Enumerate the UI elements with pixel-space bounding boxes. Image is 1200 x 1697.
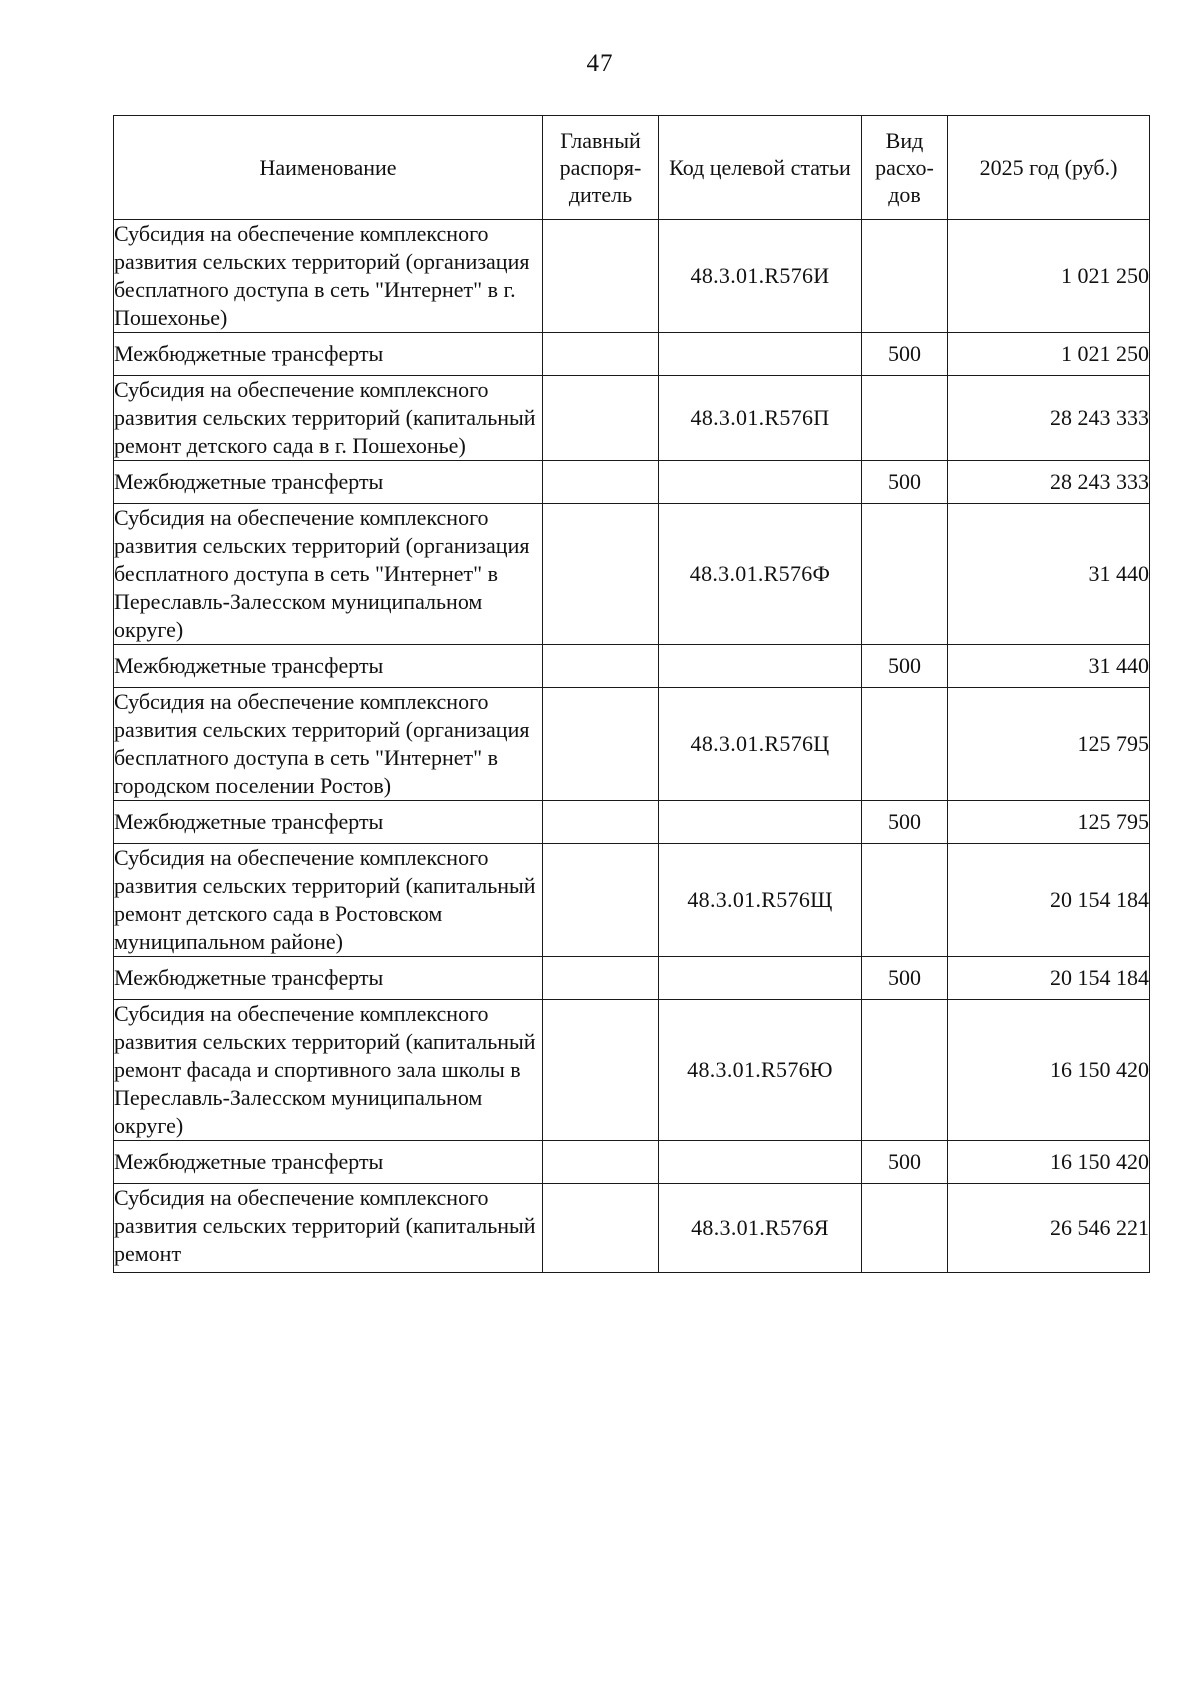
row-type: 500 bbox=[862, 333, 948, 376]
row-name: Межбюджетные трансферты bbox=[114, 333, 543, 376]
row-code: 48.3.01.R576И bbox=[659, 220, 862, 333]
table-row bbox=[114, 688, 1150, 801]
row-admin bbox=[543, 1184, 659, 1273]
row-admin bbox=[543, 504, 659, 645]
header-admin: Главный распоря-дитель bbox=[543, 116, 659, 220]
row-code bbox=[659, 1141, 862, 1184]
table-row bbox=[114, 645, 1150, 688]
table-header bbox=[114, 116, 1150, 220]
row-amount: 16 150 420 bbox=[948, 1000, 1150, 1141]
row-code bbox=[659, 333, 862, 376]
row-amount: 125 795 bbox=[948, 688, 1150, 801]
row-admin bbox=[543, 957, 659, 1000]
row-admin bbox=[543, 645, 659, 688]
row-type bbox=[862, 844, 948, 957]
row-code bbox=[659, 957, 862, 1000]
table-row bbox=[114, 376, 1150, 461]
row-code: 48.3.01.R576Щ bbox=[659, 844, 862, 957]
row-amount: 125 795 bbox=[948, 801, 1150, 844]
row-name: Субсидия на обеспечение комплексного развития сельских территорий (организация бесплатного доступа в сеть "Интернет" в Переславль-Залесском муниципальном округе) bbox=[114, 504, 543, 645]
row-amount: 16 150 420 bbox=[948, 1141, 1150, 1184]
table-row bbox=[114, 801, 1150, 844]
row-name: Субсидия на обеспечение комплексного развития сельских территорий (капитальный ремонт детского сада в г. Пошехонье) bbox=[114, 376, 543, 461]
row-name: Межбюджетные трансферты bbox=[114, 1141, 543, 1184]
row-type: 500 bbox=[862, 801, 948, 844]
table-row bbox=[114, 957, 1150, 1000]
row-type: 500 bbox=[862, 957, 948, 1000]
row-code: 48.3.01.R576Ю bbox=[659, 1000, 862, 1141]
header-row bbox=[114, 116, 1150, 220]
table-row bbox=[114, 504, 1150, 645]
row-name: Субсидия на обеспечение комплексного развития сельских территорий (организация бесплатного доступа в сеть "Интернет" в городском поселении Ростов) bbox=[114, 688, 543, 801]
table-row bbox=[114, 1000, 1150, 1141]
header-name: Наименование bbox=[114, 116, 543, 220]
budget-table bbox=[113, 115, 1150, 1273]
row-amount: 31 440 bbox=[948, 504, 1150, 645]
row-type bbox=[862, 1000, 948, 1141]
row-amount: 20 154 184 bbox=[948, 844, 1150, 957]
row-name: Межбюджетные трансферты bbox=[114, 461, 543, 504]
row-amount: 28 243 333 bbox=[948, 376, 1150, 461]
row-type bbox=[862, 220, 948, 333]
header-code: Код целевой статьи bbox=[659, 116, 862, 220]
page-number: 47 bbox=[586, 50, 614, 77]
table-row bbox=[114, 1184, 1150, 1273]
row-admin bbox=[543, 220, 659, 333]
row-code bbox=[659, 801, 862, 844]
table-row bbox=[114, 1141, 1150, 1184]
row-code: 48.3.01.R576Я bbox=[659, 1184, 862, 1273]
row-amount: 28 243 333 bbox=[948, 461, 1150, 504]
row-admin bbox=[543, 376, 659, 461]
row-admin bbox=[543, 1141, 659, 1184]
row-name: Межбюджетные трансферты bbox=[114, 957, 543, 1000]
row-name: Межбюджетные трансферты bbox=[114, 645, 543, 688]
row-type bbox=[862, 1184, 948, 1273]
row-code bbox=[659, 645, 862, 688]
row-name: Межбюджетные трансферты bbox=[114, 801, 543, 844]
row-amount: 20 154 184 bbox=[948, 957, 1150, 1000]
row-type bbox=[862, 376, 948, 461]
header-type: Вид расхо-дов bbox=[862, 116, 948, 220]
row-type bbox=[862, 688, 948, 801]
row-code: 48.3.01.R576Ф bbox=[659, 504, 862, 645]
table-row bbox=[114, 220, 1150, 333]
header-amount: 2025 год (руб.) bbox=[948, 116, 1150, 220]
row-admin bbox=[543, 844, 659, 957]
row-amount: 1 021 250 bbox=[948, 333, 1150, 376]
row-code: 48.3.01.R576Ц bbox=[659, 688, 862, 801]
row-admin bbox=[543, 333, 659, 376]
table-body bbox=[114, 220, 1150, 1273]
row-name: Субсидия на обеспечение комплексного развития сельских территорий (организация бесплатного доступа в сеть "Интернет" в г. Пошехонье) bbox=[114, 220, 543, 333]
row-amount: 31 440 bbox=[948, 645, 1150, 688]
table-row bbox=[114, 333, 1150, 376]
row-name: Субсидия на обеспечение комплексного развития сельских территорий (капитальный ремонт детского сада в Ростовском муниципальном районе) bbox=[114, 844, 543, 957]
row-type: 500 bbox=[862, 645, 948, 688]
row-admin bbox=[543, 688, 659, 801]
row-admin bbox=[543, 461, 659, 504]
row-type: 500 bbox=[862, 1141, 948, 1184]
row-admin bbox=[543, 801, 659, 844]
row-type bbox=[862, 504, 948, 645]
row-type: 500 bbox=[862, 461, 948, 504]
row-name: Субсидия на обеспечение комплексного развития сельских территорий (капитальный ремонт фасада и спортивного зала школы в Переславль-Залесском муниципальном округе) bbox=[114, 1000, 543, 1141]
row-amount: 26 546 221 bbox=[948, 1184, 1150, 1273]
row-code: 48.3.01.R576П bbox=[659, 376, 862, 461]
row-code bbox=[659, 461, 862, 504]
table-row bbox=[114, 844, 1150, 957]
row-amount: 1 021 250 bbox=[948, 220, 1150, 333]
table-row bbox=[114, 461, 1150, 504]
row-admin bbox=[543, 1000, 659, 1141]
row-name: Субсидия на обеспечение комплексного развития сельских территорий (капитальный ремонт bbox=[114, 1184, 543, 1273]
